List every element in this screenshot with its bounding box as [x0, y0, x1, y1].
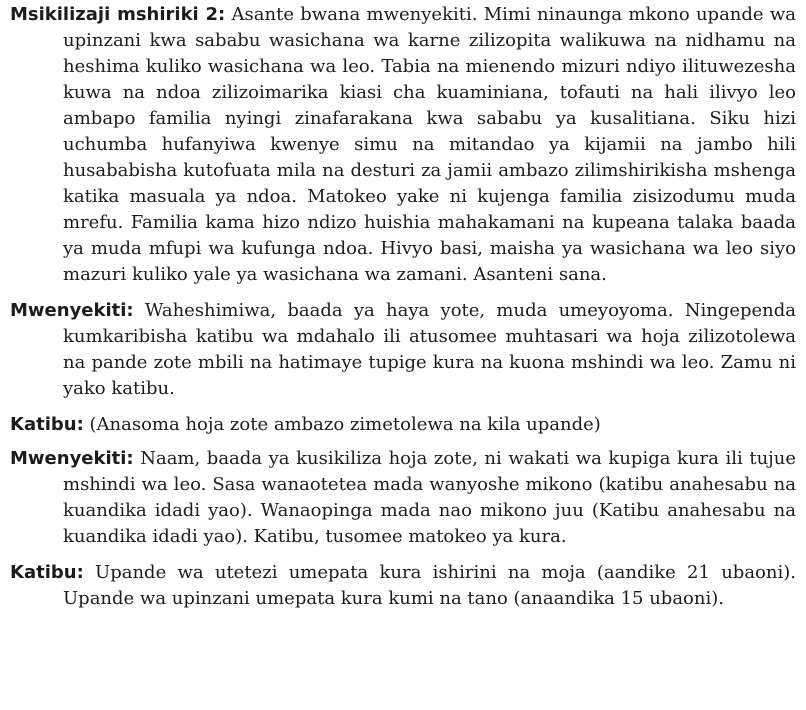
- speech-text: (Anasoma hoja zote ambazo zimetolewa na kila upande): [89, 414, 601, 435]
- dialogue-entry: [10, 2, 796, 288]
- dialogue-entry: [10, 446, 796, 550]
- speech-text: Asante bwana mwenyekiti. Mimi ninaunga mkono upande wa upinzani kwa sababu wasichana wa karne zilizopita walikuwa na nidhamu na heshima kuliko wasichana wa leo. Tabia na mienendo mizuri ndiyo ilituwezesha kuwa na ndoa zilizoimarika kiasi cha kuaminiana, tofauti na hali ilivyo leo ambapo familia nyingi zinafarakana kwa sababu ya kusalitiana. Siku hizi uchumba hufanyiwa kwenye simu na mitandao ya kijamii na jambo hili husababisha kutofuata mila na desturi za jamii ambazo zilimshirikisha mshenga katika masuala ya ndoa. Matokeo yake ni kujenga familia zisizodumu muda mrefu. Familia kama hizo ndizo huishia mahakamani na kupeana talaka baada ya muda mfupi wa kufunga ndoa. Hivyo basi, maisha ya wasichana wa leo siyo mazuri kuliko yale ya wasichana wa zamani. Asanteni sana.: [63, 4, 796, 285]
- dialogue-entry: [10, 298, 796, 402]
- speaker-label: Mwenyekiti:: [10, 448, 134, 469]
- speaker-label: Katibu:: [10, 562, 84, 583]
- speaker-label: Katibu:: [10, 414, 84, 435]
- speech-text: Waheshimiwa, baada ya haya yote, muda umeyoyoma. Ningependa kumkaribisha katibu wa mdahalo ili atusomee muhtasari wa hoja zilizotolewa na pande zote mbili na hatimaye tupige kura na kuona mshindi wa leo. Zamu ni yako katibu.: [63, 300, 796, 399]
- dialogue-entry: [10, 560, 796, 612]
- speaker-label: Msikilizaji mshiriki 2:: [10, 4, 226, 25]
- dialogue-entry: [10, 412, 796, 438]
- speech-text: Upande wa utetezi umepata kura ishirini na moja (aandike 21 ubaoni). Upande wa upinzani umepata kura kumi na tano (anaandika 15 ubaoni).: [63, 562, 796, 609]
- speaker-label: Mwenyekiti:: [10, 300, 134, 321]
- speech-text: Naam, baada ya kusikiliza hoja zote, ni wakati wa kupiga kura ili tujue mshindi wa leo. Sasa wanaotetea mada wanyoshe mikono (katibu anahesabu na kuandika idadi yao). Wanaopinga mada nao mikono juu (Katibu anahesabu na kuandika idadi yao). Katibu, tusomee matokeo ya kura.: [63, 448, 796, 547]
